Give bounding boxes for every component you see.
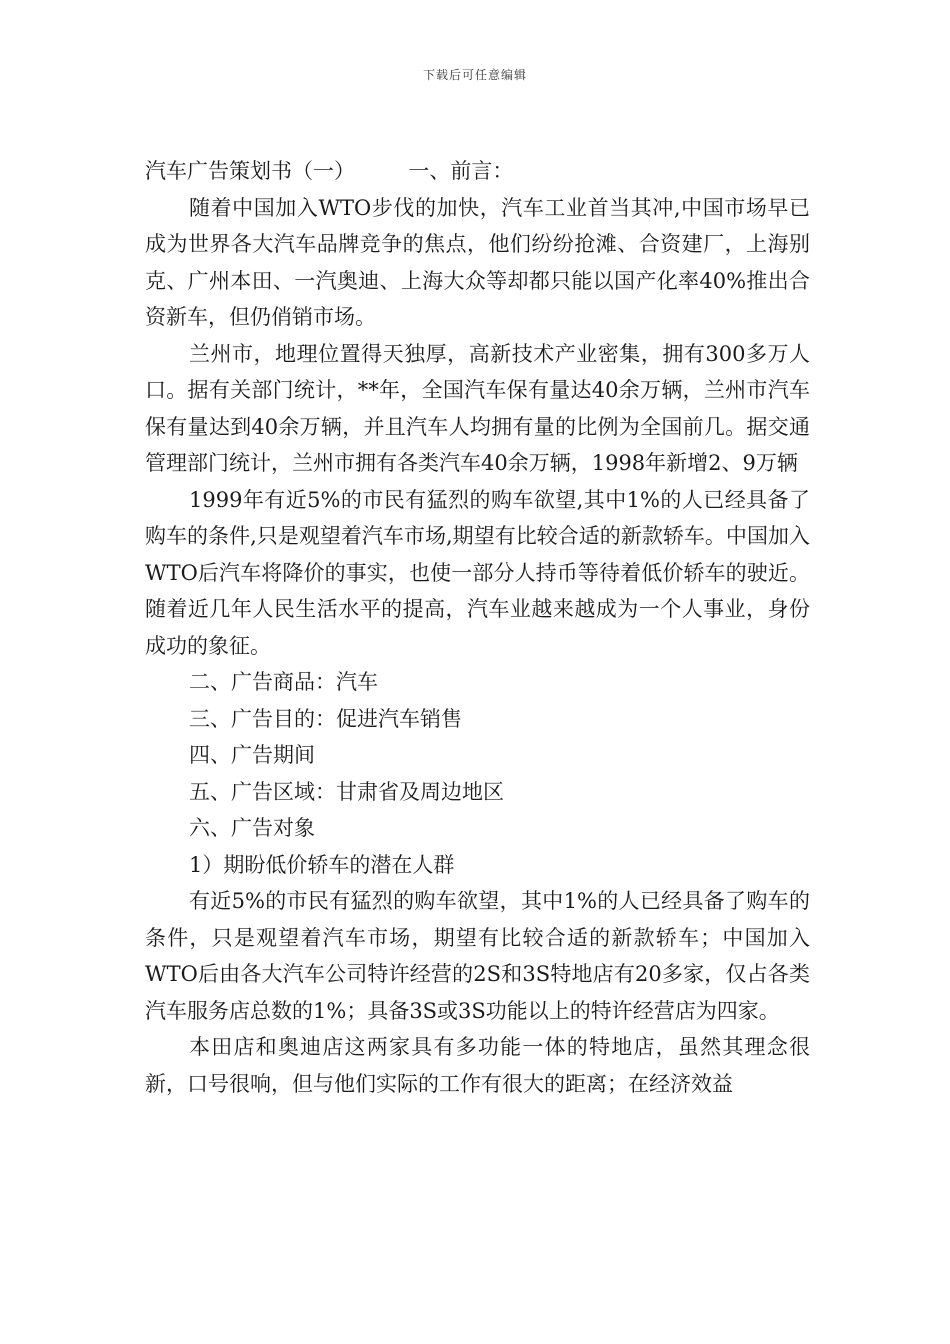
document-title-line: 汽车广告策划书（一） 一、前言： <box>145 159 514 183</box>
paragraph-1999: 1999年有近5%的市民有猛烈的购车欲望,其中1%的人已经具备了购车的条件,只是观望着汽车市场,期望有比较合适的新款轿车。中国加入WTO后汽车将降价的事实，也使一部分人持币等待着低价轿车的驶近。随着近几年人民生活水平的提高，汽车业越来越成为一个人事业，身份成功的象征。 <box>145 487 810 658</box>
subsection-potential-buyers: 1）期盼低价轿车的潜在人群 <box>189 852 455 877</box>
paragraph-dealers: 本田店和奥迪店这两家具有多功能一体的特地店，虽然其理念很新，口号很响，但与他们实际的工作有很大的距离；在经济效益 <box>145 1035 810 1096</box>
section-ad-goal: 三、广告目的：促进汽车销售 <box>189 706 462 731</box>
document-body <box>145 153 810 1102</box>
page-header-note: 下载后可任意编辑 <box>422 68 527 82</box>
paragraph-lanzhou: 兰州市，地理位置得天独厚，高新技术产业密集，拥有300多万人口。据有关部门统计，**年，全国汽车保有量达40余万辆，兰州市汽车保有量达到40余万辆，并且汽车人均拥有量的比例为全国前几。据交通管理部门统计，兰州市拥有各类汽车40余万辆，1998年新增2、9万辆 <box>145 341 810 475</box>
paragraph-intro: 随着中国加入WTO步伐的加快，汽车工业首当其冲,中国市场早已成为世界各大汽车品牌竞争的焦点，他们纷纷抢滩、合资建厂，上海别克、广州本田、一汽奥迪、上海大众等却都只能以国产化率40%推出合资新车，但仍俏销市场。 <box>145 195 810 329</box>
section-ad-region: 五、广告区域：甘肃省及周边地区 <box>189 779 504 804</box>
section-ad-product: 二、广告商品：汽车 <box>189 670 378 694</box>
section-ad-period: 四、广告期间 <box>189 743 315 767</box>
section-ad-audience: 六、广告对象 <box>189 816 315 840</box>
paragraph-buyers-detail: 有近5%的市民有猛烈的购车欲望，其中1%的人已经具备了购车的条件，只是观望着汽车市场，期望有比较合适的新款轿车；中国加入WTO后由各大汽车公司特许经营的2S和3S特地店有20多家，仅占各类汽车服务店总数的1%；具备3S或3S功能以上的特许经营店为四家。 <box>145 889 810 1023</box>
